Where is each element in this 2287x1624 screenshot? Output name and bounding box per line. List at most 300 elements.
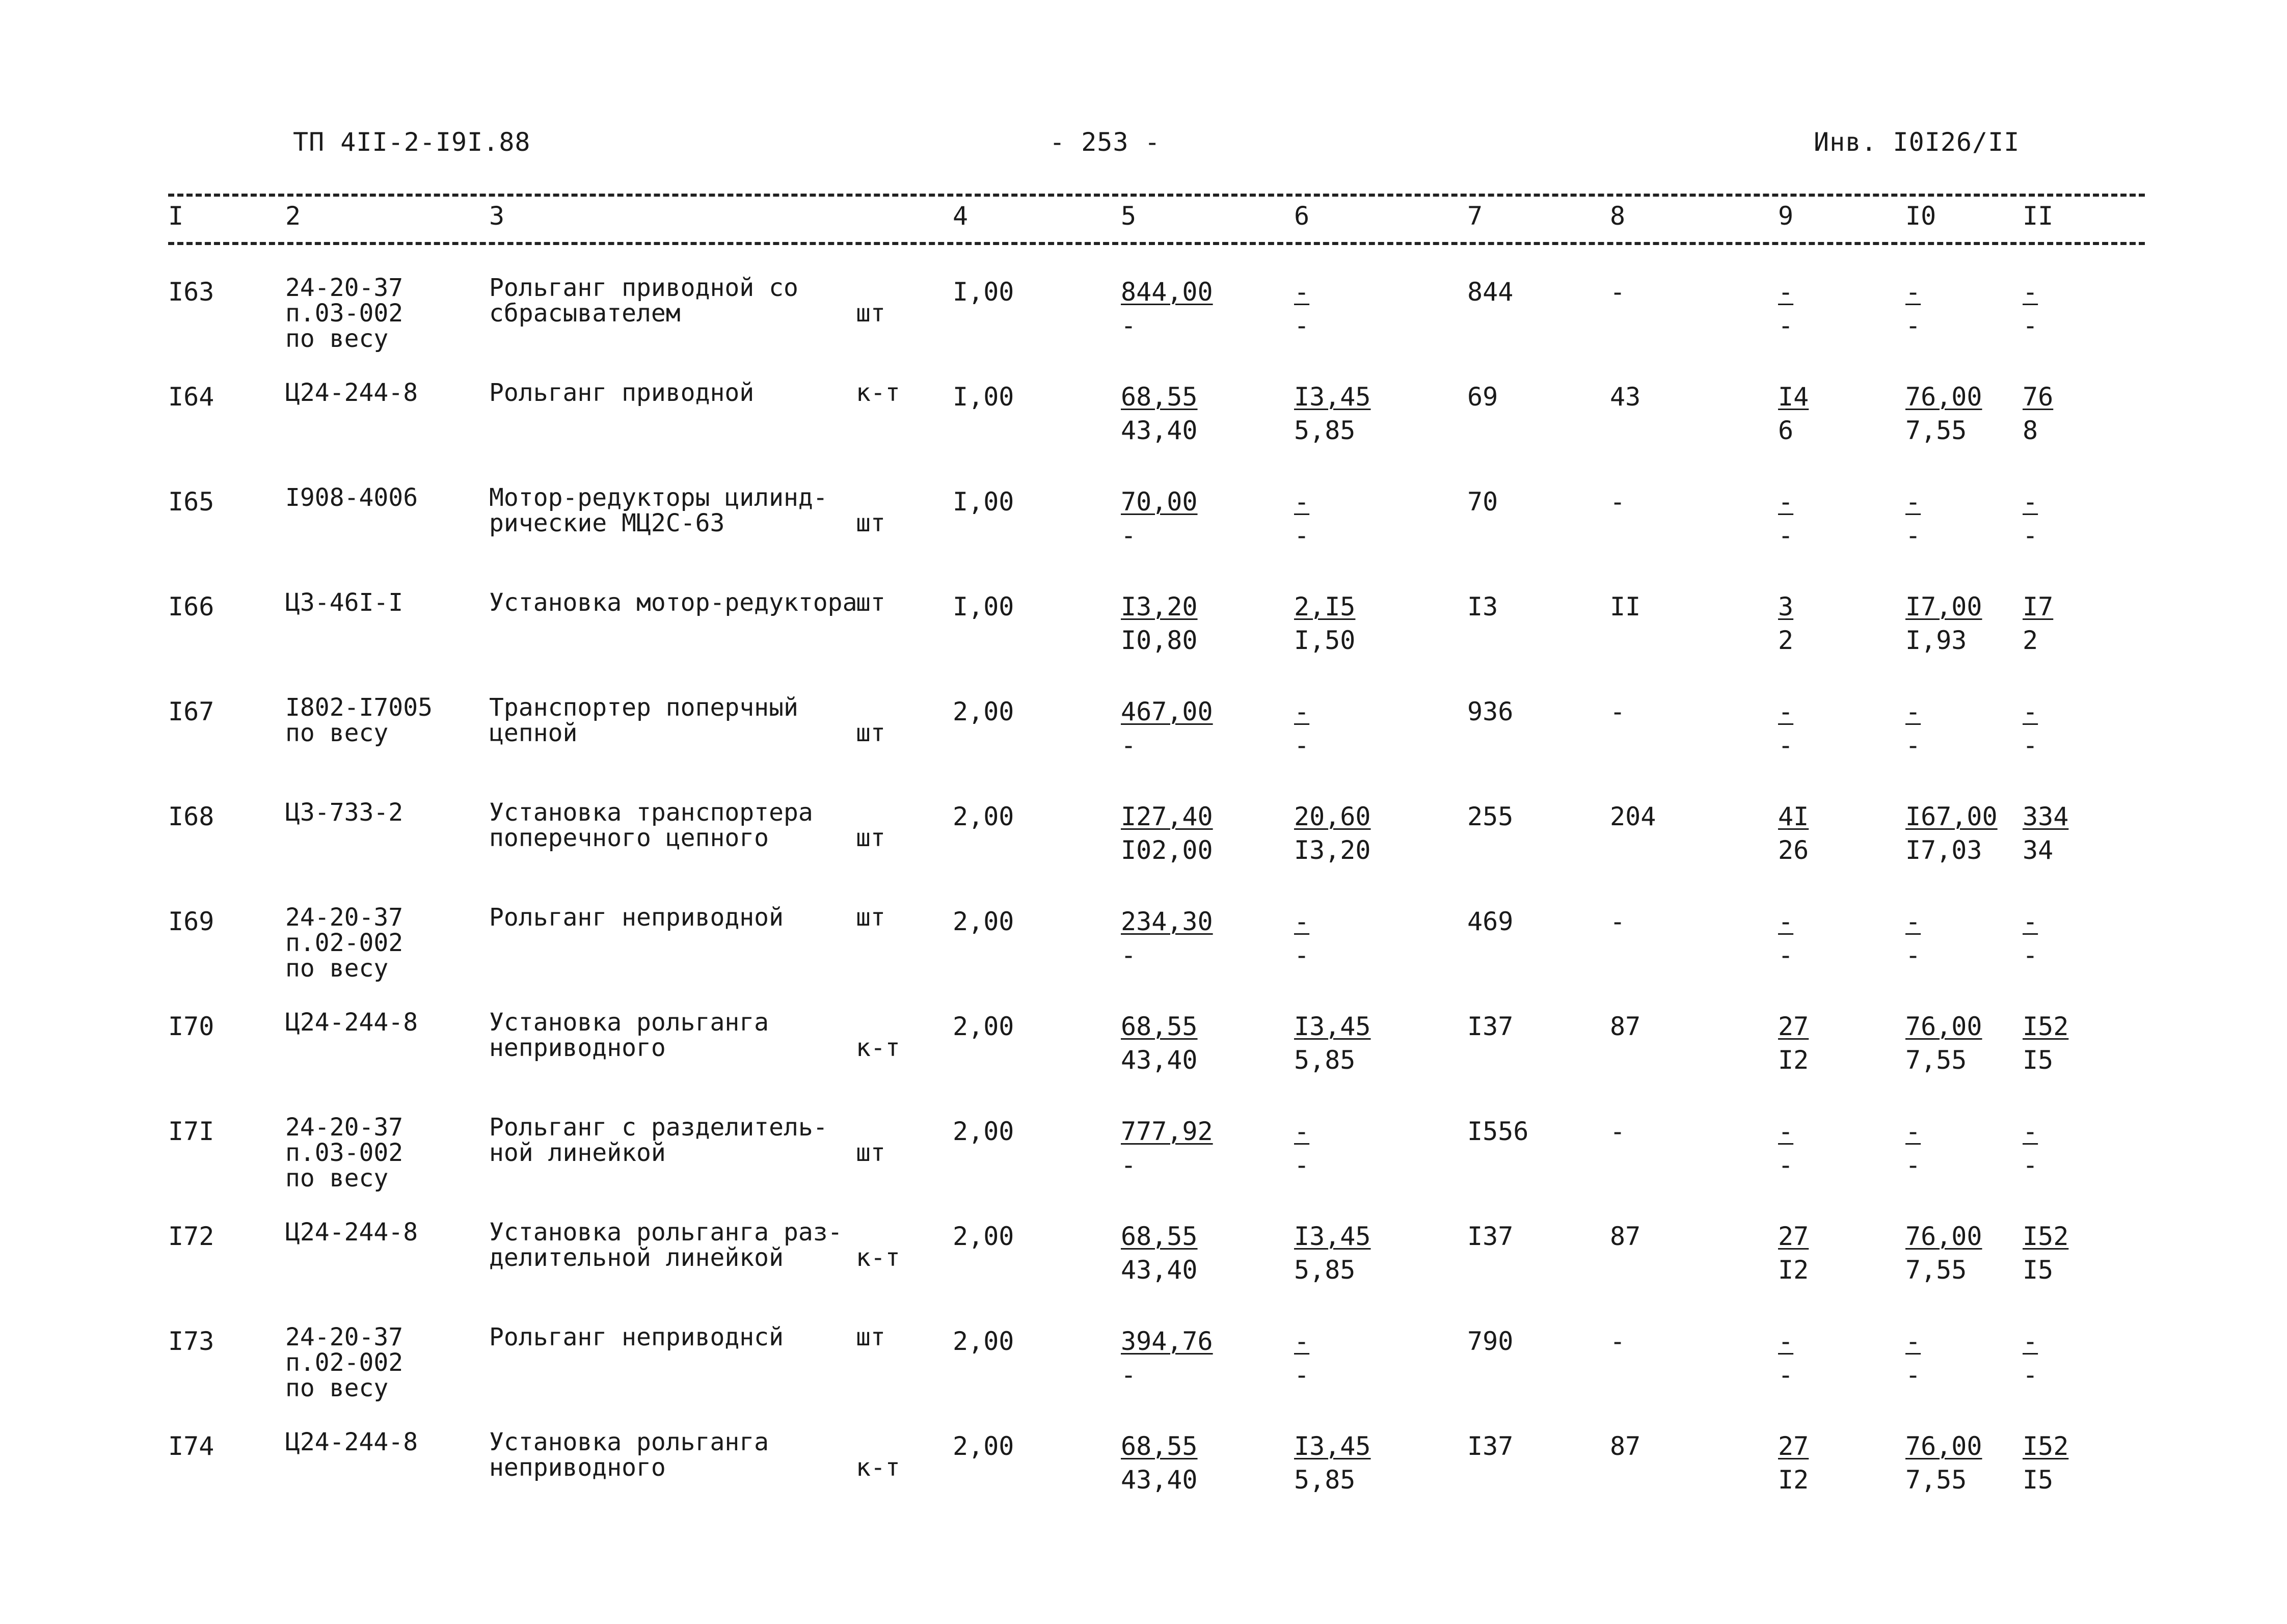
machine-cost-total: I3,45 [1294, 382, 1371, 412]
materials-cost: 204 [1610, 802, 1656, 831]
position-number: I66 [168, 592, 214, 621]
work-name [489, 590, 857, 615]
labor-total-total: 76 [2023, 382, 2054, 412]
total-cost: 844 [1467, 277, 1514, 307]
work-name [489, 800, 813, 851]
machine-cost-wages: - [1294, 730, 1310, 760]
unit-cost-wages: - [1121, 940, 1137, 970]
operating-cost [1778, 1429, 1809, 1497]
materials-cost: II [1610, 592, 1641, 621]
operating-cost [1778, 800, 1809, 867]
unit-cost [1121, 275, 1213, 342]
total-cost: 936 [1467, 697, 1514, 726]
machine-cost-wages: 5,85 [1294, 416, 1356, 445]
labor-total-wages: - [2023, 730, 2038, 760]
norm-code-line: 24-20-37 [285, 274, 403, 302]
machine-cost [1294, 1010, 1371, 1077]
machine-cost [1294, 1115, 1309, 1182]
unit-cost-total: 467,00 [1121, 697, 1213, 726]
norm-code [285, 1010, 418, 1035]
work-name [489, 1324, 784, 1350]
table-row [0, 275, 2287, 377]
labor-unit-total: 76,00 [1905, 1222, 1982, 1251]
position-number: I65 [168, 487, 214, 517]
work-name [489, 1220, 843, 1270]
work-name [489, 905, 784, 930]
labor-total-total: I52 [2023, 1012, 2069, 1041]
operating-cost [1778, 1010, 1809, 1077]
labor-unit [1905, 800, 1998, 867]
operating-cost-wages: 26 [1778, 835, 1809, 865]
total-cost: 469 [1467, 907, 1514, 936]
column-header-4: 4 [953, 201, 968, 231]
materials-cost: - [1610, 1117, 1626, 1146]
labor-unit [1905, 905, 1921, 972]
unit-cost [1121, 380, 1198, 447]
labor-unit-wages: 7,55 [1905, 1045, 1967, 1075]
labor-total [2023, 1429, 2068, 1497]
work-name [489, 275, 798, 326]
unit-cost-wages: 43,40 [1121, 1045, 1198, 1075]
work-name [489, 380, 754, 405]
operating-cost-total: 4I [1778, 802, 1809, 831]
labor-total-total: I52 [2023, 1431, 2069, 1461]
labor-unit-wages: 7,55 [1905, 416, 1967, 445]
norm-code-line: Ц24-244-8 [285, 378, 418, 407]
operating-cost-wages: - [1778, 730, 1794, 760]
work-name-line: Рольганг с разделитель- [489, 1113, 828, 1142]
labor-unit-total: - [1905, 487, 1921, 517]
position-number: I73 [168, 1327, 214, 1356]
work-name-line: поперечного цепного [489, 824, 769, 852]
work-name-line: Установка рольганга [489, 1008, 769, 1037]
unit-cost [1121, 485, 1198, 552]
operating-cost-total: 3 [1778, 592, 1794, 621]
machine-cost [1294, 275, 1309, 342]
labor-total [2023, 695, 2038, 762]
labor-total-wages: - [2023, 1360, 2038, 1390]
labor-total-wages: I5 [2023, 1255, 2054, 1285]
column-header-8: 8 [1610, 201, 1626, 231]
unit-cost-wages: - [1121, 521, 1137, 550]
column-header-11: II [2023, 201, 2054, 231]
page-number: - 253 - [1050, 127, 1161, 157]
machine-cost [1294, 1429, 1371, 1497]
machine-cost-total: I3,45 [1294, 1222, 1371, 1251]
machine-cost-wages: - [1294, 940, 1310, 970]
labor-unit [1905, 275, 1921, 342]
machine-cost [1294, 590, 1355, 657]
quantity: 2,00 [953, 697, 1014, 726]
table-row [0, 485, 2287, 587]
unit-cost-total: I27,40 [1121, 802, 1213, 831]
table-row [0, 800, 2287, 902]
unit-of-measure: шт [856, 588, 885, 617]
labor-total-total: I52 [2023, 1222, 2069, 1251]
labor-total-total: 334 [2023, 802, 2069, 831]
operating-cost [1778, 590, 1793, 657]
quantity: 2,00 [953, 1431, 1014, 1461]
norm-code-line: I908-4006 [285, 483, 418, 512]
unit-of-measure: к-т [856, 1034, 900, 1062]
quantity: 2,00 [953, 802, 1014, 831]
unit-cost-wages: 43,40 [1121, 1255, 1198, 1285]
materials-cost: 43 [1610, 382, 1641, 412]
labor-unit-wages: - [1905, 940, 1921, 970]
labor-total-wages: - [2023, 1150, 2038, 1180]
table-row [0, 1220, 2287, 1321]
materials-cost: - [1610, 907, 1626, 936]
labor-total [2023, 905, 2038, 972]
norm-code-line: 24-20-37 [285, 1323, 403, 1351]
machine-cost-total: - [1294, 907, 1310, 936]
machine-cost-total: - [1294, 277, 1310, 307]
table-row [0, 380, 2287, 482]
labor-unit-wages: 7,55 [1905, 1465, 1967, 1495]
work-name-line: Мотор-редукторы цилинд- [489, 483, 828, 512]
operating-cost [1778, 905, 1793, 972]
operating-cost-wages: - [1778, 1360, 1794, 1390]
operating-cost-total: - [1778, 487, 1794, 517]
labor-total [2023, 485, 2038, 552]
materials-cost: 87 [1610, 1012, 1641, 1041]
labor-total-wages: - [2023, 940, 2038, 970]
operating-cost [1778, 1220, 1809, 1287]
work-name-line: Рольганг неприводнсй [489, 1323, 784, 1351]
work-name [489, 695, 798, 746]
work-name [489, 1429, 769, 1480]
unit-cost [1121, 800, 1213, 867]
norm-code [285, 590, 403, 615]
operating-cost [1778, 695, 1793, 762]
labor-total [2023, 590, 2053, 657]
labor-total-wages: - [2023, 311, 2038, 340]
materials-cost: 87 [1610, 1431, 1641, 1461]
machine-cost-total: - [1294, 1327, 1310, 1356]
machine-cost-wages: - [1294, 1360, 1310, 1390]
column-header-7: 7 [1467, 201, 1483, 231]
operating-cost-wages: I2 [1778, 1465, 1809, 1495]
quantity: I,00 [953, 487, 1014, 517]
unit-cost-wages: - [1121, 1150, 1137, 1180]
total-cost: I37 [1467, 1431, 1514, 1461]
operating-cost-total: 27 [1778, 1431, 1809, 1461]
machine-cost-wages: I3,20 [1294, 835, 1371, 865]
labor-total-wages: I5 [2023, 1045, 2054, 1075]
work-name [489, 1010, 769, 1061]
unit-cost [1121, 695, 1213, 762]
labor-unit-total: I7,00 [1905, 592, 1982, 621]
machine-cost-total: 20,60 [1294, 802, 1371, 831]
table-row [0, 905, 2287, 1007]
quantity: I,00 [953, 382, 1014, 412]
norm-code [285, 485, 418, 510]
position-number: I74 [168, 1431, 214, 1461]
norm-code-line: Ц3-733-2 [285, 798, 403, 827]
machine-cost [1294, 1324, 1309, 1392]
operating-cost-wages: 2 [1778, 626, 1794, 655]
machine-cost-total: 2,I5 [1294, 592, 1356, 621]
labor-total [2023, 1115, 2038, 1182]
position-number: I69 [168, 907, 214, 936]
labor-unit [1905, 380, 1982, 447]
work-name-line: Установка рольганга [489, 1428, 769, 1456]
labor-total-wages: - [2023, 521, 2038, 550]
labor-total [2023, 1010, 2068, 1077]
work-name-line: Установка мотор-редуктора [489, 588, 857, 617]
materials-cost: - [1610, 487, 1626, 517]
norm-code [285, 905, 403, 981]
position-number: I63 [168, 277, 214, 307]
norm-code [285, 1429, 418, 1455]
labor-unit-total: - [1905, 1117, 1921, 1146]
column-header-5: 5 [1121, 201, 1137, 231]
machine-cost-wages: 5,85 [1294, 1255, 1356, 1285]
labor-unit [1905, 1220, 1982, 1287]
labor-unit-total: 76,00 [1905, 382, 1982, 412]
machine-cost-total: - [1294, 487, 1310, 517]
labor-unit-total: - [1905, 277, 1921, 307]
materials-cost: - [1610, 277, 1626, 307]
labor-unit [1905, 1010, 1982, 1077]
header-rule-top [168, 194, 2145, 197]
labor-unit-total: - [1905, 907, 1921, 936]
document-code: ТП 4II-2-I9I.88 [293, 127, 531, 157]
labor-total-wages: 34 [2023, 835, 2054, 865]
labor-unit [1905, 590, 1982, 657]
quantity: 2,00 [953, 1327, 1014, 1356]
labor-unit-wages: I,93 [1905, 626, 1967, 655]
quantity: 2,00 [953, 1117, 1014, 1146]
unit-cost [1121, 1324, 1213, 1392]
machine-cost-wages: - [1294, 521, 1310, 550]
position-number: I67 [168, 697, 214, 726]
machine-cost-wages: 5,85 [1294, 1465, 1356, 1495]
norm-code [285, 1220, 418, 1245]
norm-code-line: Ц24-244-8 [285, 1218, 418, 1247]
machine-cost-total: - [1294, 1117, 1310, 1146]
unit-cost [1121, 1010, 1198, 1077]
unit-cost-total: 70,00 [1121, 487, 1198, 517]
norm-code-line: по весу [285, 719, 389, 747]
norm-code [285, 1115, 403, 1191]
unit-of-measure: шт [856, 1139, 885, 1167]
labor-total [2023, 380, 2053, 447]
total-cost: I37 [1467, 1012, 1514, 1041]
labor-unit [1905, 695, 1921, 762]
unit-cost-wages: - [1121, 730, 1137, 760]
norm-code-line: Ц24-244-8 [285, 1428, 418, 1456]
unit-cost-total: 844,00 [1121, 277, 1213, 307]
position-number: I7I [168, 1117, 214, 1146]
labor-unit-total: - [1905, 1327, 1921, 1356]
labor-total-total: I7 [2023, 592, 2054, 621]
machine-cost-total: - [1294, 697, 1310, 726]
labor-total-total: - [2023, 487, 2038, 517]
labor-total-total: - [2023, 907, 2038, 936]
column-header-3: 3 [489, 201, 505, 231]
unit-cost-total: 777,92 [1121, 1117, 1213, 1146]
total-cost: 69 [1467, 382, 1498, 412]
work-name-line: цепной [489, 719, 578, 747]
norm-code-line: п.03-002 [285, 1139, 403, 1167]
labor-total [2023, 1220, 2068, 1287]
unit-cost [1121, 590, 1198, 657]
work-name-line: ной линейкой [489, 1139, 666, 1167]
labor-total [2023, 800, 2068, 867]
operating-cost-total: - [1778, 1327, 1794, 1356]
operating-cost-wages: - [1778, 311, 1794, 340]
work-name [489, 1115, 828, 1166]
norm-code [285, 1324, 403, 1401]
unit-cost-wages: - [1121, 311, 1137, 340]
labor-unit [1905, 1115, 1921, 1182]
work-name-line: Установка рольганга раз- [489, 1218, 843, 1247]
labor-unit-wages: - [1905, 311, 1921, 340]
labor-unit-wages: - [1905, 730, 1921, 760]
total-cost: I3 [1467, 592, 1498, 621]
unit-cost [1121, 1220, 1198, 1287]
machine-cost-wages: - [1294, 311, 1310, 340]
table-row [0, 1429, 2287, 1531]
machine-cost [1294, 380, 1371, 447]
operating-cost-total: - [1778, 697, 1794, 726]
operating-cost-wages: - [1778, 1150, 1794, 1180]
work-name-line: неприводного [489, 1034, 666, 1062]
unit-cost-wages: 43,40 [1121, 1465, 1198, 1495]
operating-cost-wages: I2 [1778, 1045, 1809, 1075]
quantity: I,00 [953, 592, 1014, 621]
table-row [0, 590, 2287, 692]
unit-of-measure: к-т [856, 1243, 900, 1272]
unit-cost-wages: 43,40 [1121, 416, 1198, 445]
work-name [489, 485, 828, 536]
unit-of-measure: к-т [856, 1453, 900, 1482]
labor-unit-wages: I7,03 [1905, 835, 1982, 865]
operating-cost [1778, 380, 1809, 447]
unit-of-measure: шт [856, 299, 885, 328]
labor-unit-wages: - [1905, 1360, 1921, 1390]
work-name-line: сбрасывателем [489, 299, 681, 328]
labor-total-wages: I5 [2023, 1465, 2054, 1495]
operating-cost [1778, 1115, 1793, 1182]
norm-code [285, 380, 418, 405]
norm-code-line: по весу [285, 1164, 389, 1193]
column-header-10: I0 [1905, 201, 1936, 231]
column-header-6: 6 [1294, 201, 1310, 231]
labor-unit [1905, 485, 1921, 552]
column-header-1: I [168, 201, 184, 231]
unit-of-measure: шт [856, 824, 885, 852]
work-name-line: Установка транспортера [489, 798, 813, 827]
labor-total-total: - [2023, 697, 2038, 726]
unit-cost [1121, 1429, 1198, 1497]
work-name-line: Рольганг приводной [489, 378, 755, 407]
total-cost: 70 [1467, 487, 1498, 517]
unit-cost-total: 394,76 [1121, 1327, 1213, 1356]
column-header-9: 9 [1778, 201, 1794, 231]
unit-of-measure: шт [856, 1323, 885, 1351]
labor-unit [1905, 1429, 1982, 1497]
labor-total-wages: 2 [2023, 626, 2038, 655]
unit-cost-total: 68,55 [1121, 1222, 1198, 1251]
labor-unit-total: 76,00 [1905, 1431, 1982, 1461]
labor-total [2023, 275, 2038, 342]
work-name-line: Транспортер поперчный [489, 693, 798, 722]
labor-total-total: - [2023, 1117, 2038, 1146]
table-row [0, 1115, 2287, 1216]
operating-cost-wages: 6 [1778, 416, 1794, 445]
labor-total-wages: 8 [2023, 416, 2038, 445]
labor-unit-total: - [1905, 697, 1921, 726]
total-cost: I556 [1467, 1117, 1529, 1146]
operating-cost-total: I4 [1778, 382, 1809, 412]
norm-code-line: 24-20-37 [285, 903, 403, 932]
unit-cost [1121, 905, 1213, 972]
operating-cost [1778, 1324, 1793, 1392]
unit-cost-total: 234,30 [1121, 907, 1213, 936]
machine-cost-total: I3,45 [1294, 1431, 1371, 1461]
labor-total-total: - [2023, 1327, 2038, 1356]
operating-cost-wages: - [1778, 940, 1794, 970]
machine-cost [1294, 695, 1309, 762]
norm-code-line: по весу [285, 954, 389, 983]
labor-unit-wages: 7,55 [1905, 1255, 1967, 1285]
column-header-2: 2 [285, 201, 301, 231]
unit-of-measure: шт [856, 509, 885, 537]
labor-unit-wages: - [1905, 1150, 1921, 1180]
work-name-line: неприводного [489, 1453, 666, 1482]
norm-code-line: Ц3-46I-I [285, 588, 403, 617]
norm-code-line: I802-I7005 [285, 693, 433, 722]
labor-unit-total: I67,00 [1905, 802, 1998, 831]
position-number: I64 [168, 382, 214, 412]
unit-of-measure: шт [856, 903, 885, 932]
norm-code-line: 24-20-37 [285, 1113, 403, 1142]
norm-code [285, 800, 403, 825]
unit-cost-total: 68,55 [1121, 382, 1198, 412]
norm-code [285, 695, 433, 746]
machine-cost-total: I3,45 [1294, 1012, 1371, 1041]
operating-cost-wages: I2 [1778, 1255, 1809, 1285]
header-rule-bottom [168, 242, 2145, 245]
machine-cost [1294, 905, 1309, 972]
position-number: I68 [168, 802, 214, 831]
total-cost: 790 [1467, 1327, 1514, 1356]
position-number: I72 [168, 1222, 214, 1251]
quantity: 2,00 [953, 1012, 1014, 1041]
unit-cost-total: I3,20 [1121, 592, 1198, 621]
machine-cost [1294, 800, 1371, 867]
inventory-number: Инв. I0I26/II [1814, 127, 2020, 157]
quantity: I,00 [953, 277, 1014, 307]
labor-total [2023, 1324, 2038, 1392]
unit-of-measure: к-т [856, 378, 900, 407]
materials-cost: - [1610, 697, 1626, 726]
machine-cost-wages: I,50 [1294, 626, 1356, 655]
operating-cost-total: 27 [1778, 1222, 1809, 1251]
work-name-line: делительной линейкой [489, 1243, 784, 1272]
table-row [0, 1324, 2287, 1426]
unit-cost-wages: - [1121, 1360, 1137, 1390]
position-number: I70 [168, 1012, 214, 1041]
quantity: 2,00 [953, 1222, 1014, 1251]
table-row [0, 695, 2287, 797]
machine-cost [1294, 1220, 1371, 1287]
norm-code-line: п.02-002 [285, 929, 403, 957]
unit-cost [1121, 1115, 1213, 1182]
work-name-line: Рольганг приводной со [489, 274, 798, 302]
